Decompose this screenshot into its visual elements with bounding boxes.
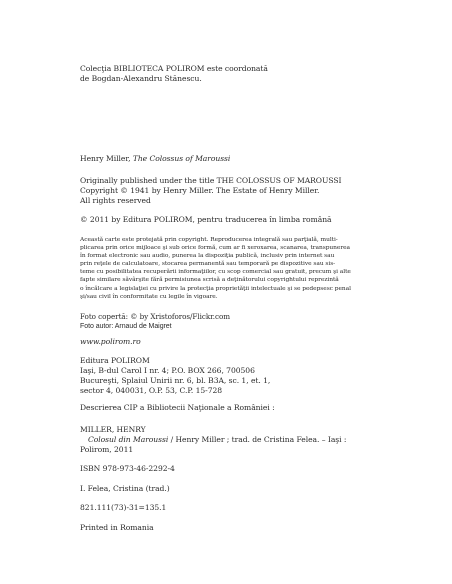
photo-credits — [80, 312, 400, 332]
original-publication — [80, 176, 400, 206]
publisher-address — [80, 356, 400, 396]
isbn — [80, 464, 400, 474]
publisher-address-1: Iaşi, B-dul Carol I nr. 4; P.O. BOX 266, 700506 — [80, 366, 255, 375]
original-line-3: All rights reserved — [80, 196, 151, 205]
collection-line-1: Colecţia BIBLIOTECA POLIROM este coordonată — [80, 64, 268, 73]
publisher-address-2: Bucureşti, Splaiul Unirii nr. 6, bl. B3A, sc. 1, et. 1, — [80, 376, 271, 385]
legal-line: şi/sau civil în conformitate cu legile în vigoare. — [80, 293, 218, 300]
cip-title-line — [80, 435, 400, 445]
legal-line: teme cu posibilitatea recuperării informaţiilor, cu scop comercial sau gratuit, precum şi alte — [80, 269, 351, 276]
cip-publisher: Polirom, 2011 — [80, 445, 134, 454]
romanian-copyright — [80, 215, 400, 225]
photo-author-credit: Foto autor: Arnaud de Maigret — [80, 323, 172, 330]
original-line-2: Copyright © 1941 by Henry Miller. The Estate of Henry Miller. — [80, 186, 320, 195]
work-title — [80, 154, 400, 164]
translator — [80, 484, 400, 494]
cip-author: MILLER, HENRY — [80, 425, 146, 434]
legal-line: plicarea prin orice mijloace şi sub orice formă, cum ar fi xeroxarea, scanarea, transpunerea — [80, 245, 351, 252]
cip-title: Colosul din Maroussi — [88, 435, 169, 444]
legal-line: prin reţele de calculatoare, stocarea permanentă sau temporară pe dispozitive sau sis- — [80, 261, 336, 268]
printed-in-line: Printed in Romania — [80, 523, 154, 532]
romanian-copyright-line: © 2011 by Editura POLIROM, pentru traducerea în limba română — [80, 215, 332, 224]
work-author: Henry Miller, — [80, 154, 133, 163]
website — [80, 337, 400, 347]
cip-heading — [80, 403, 400, 413]
legal-notice — [80, 236, 400, 301]
publisher-name: Editura POLIROM — [80, 356, 150, 365]
translator-line: I. Felea, Cristina (trad.) — [80, 484, 170, 493]
work-title-italic: The Colossus of Maroussi — [132, 154, 231, 163]
legal-line: în format electronic sau audio, punerea la dispoziţia publică, inclusiv prin internet sau — [80, 253, 335, 260]
cip-record — [80, 425, 400, 455]
legal-line: fapte similare săvârşite fără permisiunea scrisă a deţinătorului copyrightului reprezintă — [80, 277, 339, 284]
cip-heading-line: Descrierea CIP a Bibliotecii Naţionale a României : — [80, 403, 275, 412]
collection-line-2: de Bogdan-Alexandru Stănescu. — [80, 74, 202, 83]
cip-title-rest: / Henry Miller ; trad. de Cristina Felea. – Iaşi : — [168, 435, 347, 444]
classification — [80, 503, 400, 513]
photo-cover-credit: Foto copertă: © by Xristoforos/Flickr.com — [80, 312, 230, 321]
isbn-line: ISBN 978-973-46-2292-4 — [80, 464, 175, 473]
classification-line: 821.111(73)-31=135.1 — [80, 503, 167, 512]
legal-line: Această carte este protejată prin copyright. Reproducerea integrală sau parţială, multi- — [80, 237, 338, 243]
legal-line: o încălcare a legislaţiei cu privire la protecţia proprietăţii intelectuale şi se pedepsesc penal — [80, 285, 351, 292]
original-line-1: Originally published under the title THE COLOSSUS OF MAROUSSI — [80, 176, 342, 185]
printed-in — [80, 523, 400, 533]
collection-note — [80, 64, 400, 84]
website-link[interactable]: www.polirom.ro — [80, 337, 141, 346]
publisher-address-3: sector 4, 040031, O.P. 53, C.P. 15-728 — [80, 386, 223, 395]
work-title-line — [80, 154, 400, 164]
